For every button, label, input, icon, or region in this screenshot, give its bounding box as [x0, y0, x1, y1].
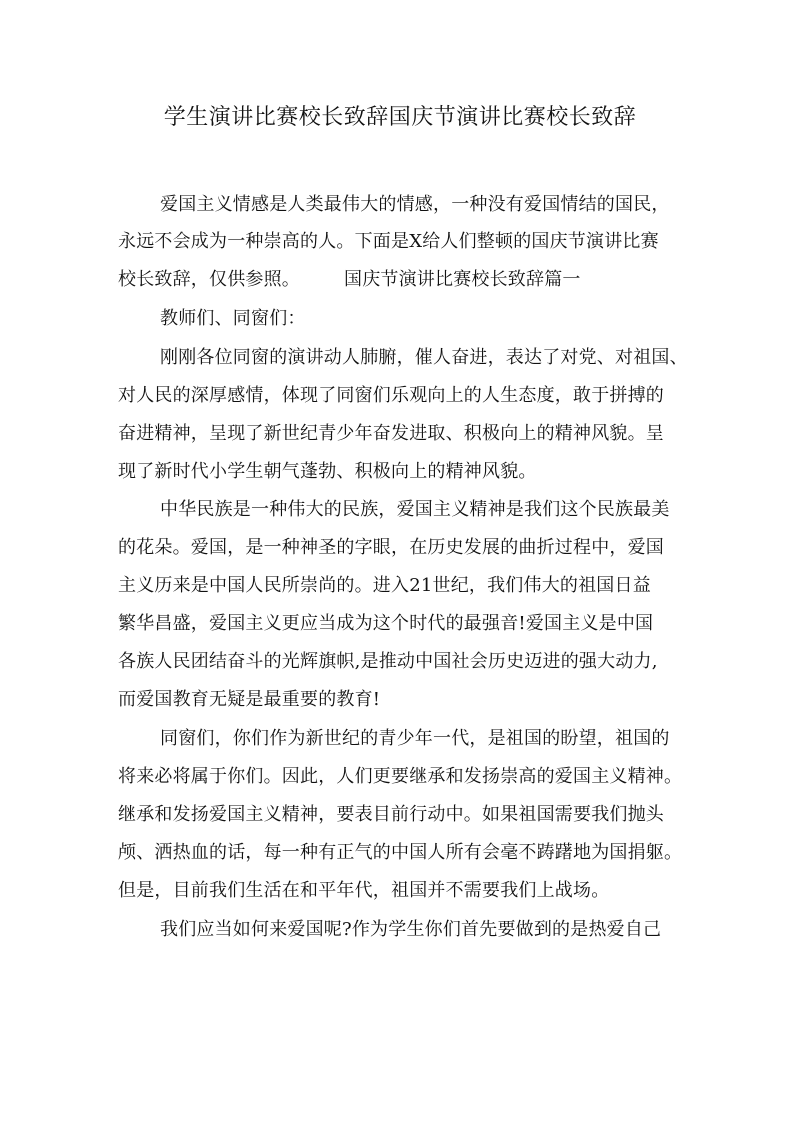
- paragraph-line: 刚刚各位同窗的演讲动人肺腑，催人奋进，表达了对党、对祖国、: [160, 347, 688, 368]
- salutation: 教师们、同窗们：: [160, 308, 306, 329]
- paragraph-line: 奋进精神，呈现了新世纪青少年奋发进取、积极向上的精神风貌。呈: [118, 423, 664, 444]
- paragraph-line: 但是，目前我们生活在和平年代，祖国并不需要我们上战场。: [118, 880, 610, 901]
- paragraph-line: 永远不会成为一种崇高的人。下面是X给人们整顿的国庆节演讲比赛: [118, 231, 659, 252]
- paragraph-line: 的花朵。爱国，是一种神圣的字眼，在历史发展的曲折过程中，爱国: [118, 537, 664, 558]
- paragraph-line: 而爱国教育无疑是最重要的教育!: [118, 689, 381, 710]
- paragraph-line-group: [118, 267, 581, 293]
- paragraph-line: 我们应当如何来爱国呢?作为学生你们首先要做到的是热爱自己: [160, 919, 662, 940]
- paragraph-line: 继承和发扬爱国主义精神，要表目前行动中。如果祖国需要我们抛头: [118, 804, 664, 825]
- paragraph-line: 各族人民团结奋斗的光辉旗帜,是推动中国社会历史迈进的强大动力,: [118, 651, 658, 672]
- paragraph-line: 现了新时代小学生朝气蓬勃、积极向上的精神风貌。: [118, 461, 537, 482]
- paragraph-line: 将来必将属于你们。因此，人们更要继承和发扬崇高的爱国主义精神。: [118, 766, 683, 787]
- section-heading: 国庆节演讲比赛校长致辞篇一: [344, 269, 581, 290]
- paragraph-line: 爱国主义情感是人类最伟大的情感，一种没有爱国情结的国民，: [160, 194, 670, 215]
- paragraph-line: 繁华昌盛，爱国主义更应当成为这个时代的最强音!爱国主义是中国: [118, 613, 654, 634]
- paragraph-line: 颅、洒热血的话，每一种有正气的中国人所有会毫不踌躇地为国捐躯。: [118, 842, 683, 863]
- paragraph-line: 校长致辞，仅供参照。: [118, 269, 300, 290]
- paragraph-line: 主义历来是中国人民所崇尚的。进入21世纪，我们伟大的祖国日益: [118, 575, 651, 596]
- page-title: 学生演讲比赛校长致辞国庆节演讲比赛校长致辞: [163, 105, 637, 130]
- paragraph-line: 对人民的深厚感情，体现了同窗们乐观向上的人生态度，敢于拼搏的: [118, 385, 664, 406]
- paragraph-line: 中华民族是一种伟大的民族，爱国主义精神是我们这个民族最美: [160, 499, 670, 520]
- paragraph-line: 同窗们，你们作为新世纪的青少年一代，是祖国的盼望，祖国的: [160, 728, 670, 749]
